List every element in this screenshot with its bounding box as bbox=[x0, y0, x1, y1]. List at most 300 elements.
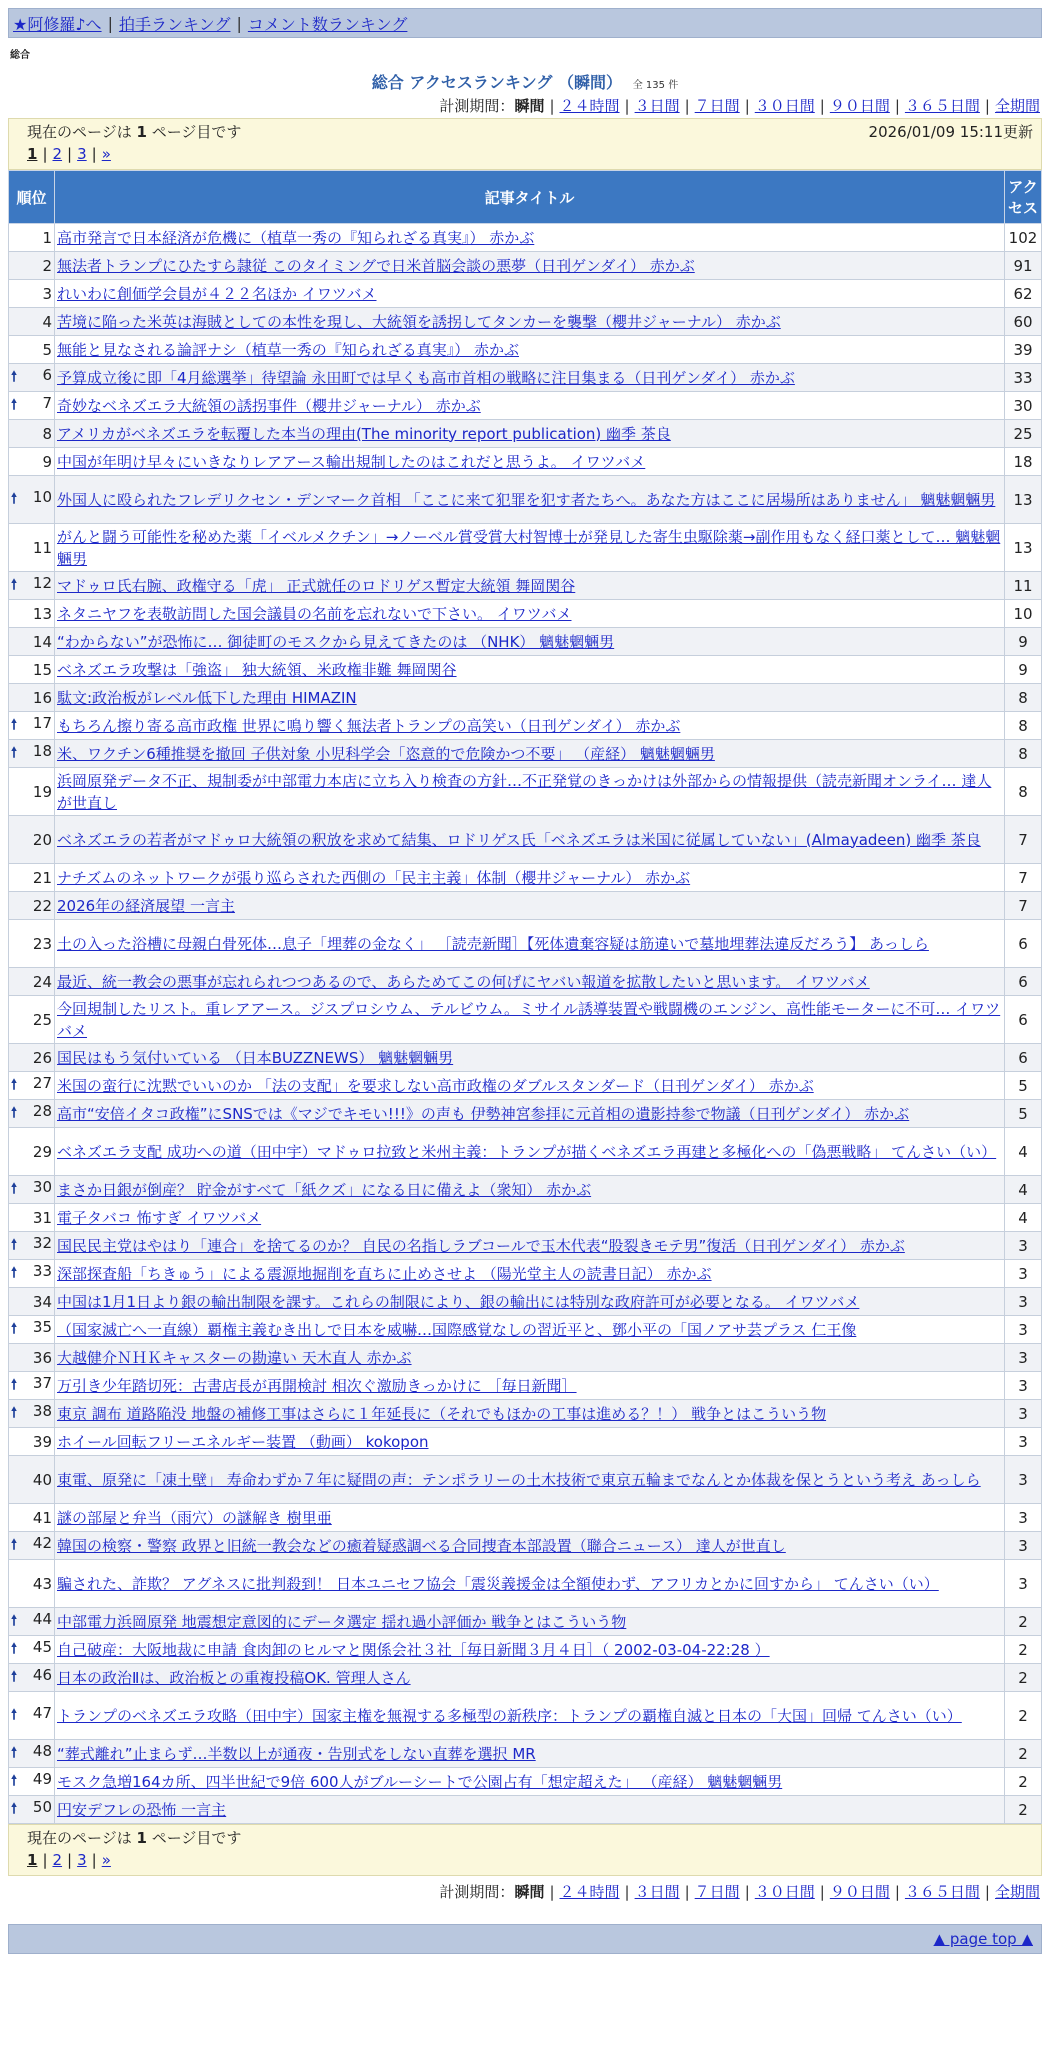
period-selector-top bbox=[8, 94, 1042, 118]
rank-cell bbox=[9, 1044, 55, 1072]
article-link[interactable]: 今回規制したリスト。重レアアース。ジスプロシウム、テルビウム。ミサイル誘導装置や戦闘機のエンジン、高性能モーターに不可… イワツバメ bbox=[57, 999, 1001, 1040]
rank-number: 44 bbox=[32, 1609, 52, 1628]
rank-number: 15 bbox=[32, 660, 52, 679]
access-count: 18 bbox=[1005, 448, 1042, 476]
access-count: 3 bbox=[1005, 1532, 1042, 1560]
page-top-link[interactable]: ▲ page top ▲ bbox=[933, 1930, 1033, 1948]
title-header: 記事タイトル bbox=[55, 171, 1005, 224]
period-separator: | bbox=[744, 97, 750, 115]
comment-ranking-link[interactable]: コメント数ランキング bbox=[247, 14, 408, 34]
article-link[interactable]: 自己破産：大阪地裁に申請 食肉卸のヒルマと関係会社３社［毎日新聞３月４日］（ 2002-03-04-22:28 ） bbox=[57, 1640, 770, 1659]
access-count: 2 bbox=[1005, 1664, 1042, 1692]
article-link[interactable]: 大越健介ＮＨＫキャスターの勘違い 天木直人 赤かぶ bbox=[57, 1348, 412, 1367]
title-cell bbox=[55, 968, 1005, 996]
rank-cell bbox=[9, 920, 55, 968]
rank-number: 2 bbox=[42, 256, 52, 275]
page-separator: | bbox=[67, 1851, 73, 1869]
title-cell bbox=[55, 1128, 1005, 1176]
title-cell bbox=[55, 1288, 1005, 1316]
title-cell bbox=[55, 1100, 1005, 1128]
title-cell bbox=[55, 768, 1005, 816]
period-option[interactable]: ３６５日間 bbox=[904, 1883, 980, 1901]
page-separator: | bbox=[42, 1851, 48, 1869]
title-cell bbox=[55, 1204, 1005, 1232]
access-count: 3 bbox=[1005, 1260, 1042, 1288]
table-row bbox=[9, 1400, 1042, 1428]
access-count: 6 bbox=[1005, 968, 1042, 996]
article-link[interactable]: （国家滅亡へ一直線）覇権主義むき出しで日本を威嚇…国際感覚なしの習近平と、鄧小平の「国ノアサ芸プラス 仁王像 bbox=[57, 1320, 857, 1339]
rank-cell bbox=[9, 1232, 55, 1260]
period-option: 瞬間 bbox=[514, 1883, 545, 1901]
rank-up-arrow-icon: 🠕 bbox=[11, 1612, 18, 1629]
article-link[interactable]: アメリカがベネズエラを転覆した本当の理由(The minority report publication) 幽季 茶良 bbox=[57, 424, 671, 443]
access-count: 3 bbox=[1005, 1372, 1042, 1400]
rank-cell bbox=[9, 1204, 55, 1232]
title-cell bbox=[55, 392, 1005, 420]
rank-number: 37 bbox=[32, 1373, 52, 1392]
article-link[interactable]: 中部電力浜岡原発 地震想定意図的にデータ選定 揺れ過小評価か 戦争とはこういう物 bbox=[57, 1612, 627, 1631]
table-row bbox=[9, 628, 1042, 656]
access-count: 33 bbox=[1005, 364, 1042, 392]
rank-number: 3 bbox=[42, 284, 52, 303]
rank-cell bbox=[9, 1400, 55, 1428]
article-link[interactable]: 日本の政治Ⅱは、政治板との重複投稿OK. 管理人さん bbox=[57, 1668, 411, 1687]
period-option[interactable]: ３０日間 bbox=[754, 1883, 815, 1901]
rank-cell bbox=[9, 1608, 55, 1636]
rank-up-arrow-icon: 🠕 bbox=[11, 1076, 18, 1093]
article-link[interactable]: 円安デフレの恐怖 一言主 bbox=[57, 1800, 227, 1819]
rank-number: 25 bbox=[32, 1010, 52, 1029]
article-link[interactable]: ナチズムのネットワークが張り巡らされた西側の「民主主義」体制（櫻井ジャーナル） 赤かぶ bbox=[57, 868, 691, 887]
rank-up-arrow-icon: 🠕 bbox=[11, 1744, 18, 1761]
rank-number: 5 bbox=[42, 340, 52, 359]
rank-cell bbox=[9, 1504, 55, 1532]
article-link[interactable]: もちろん擦り寄る高市政権 世界に鳴り響く無法者トランプの高笑い（日刊ゲンダイ） 赤かぶ bbox=[57, 716, 681, 735]
article-link[interactable]: ベネズエラ攻撃は「強盗」 独大統領、米政権非難 舞岡関谷 bbox=[57, 660, 457, 679]
rank-cell bbox=[9, 1344, 55, 1372]
table-row bbox=[9, 1176, 1042, 1204]
period-selector-bottom bbox=[8, 1880, 1042, 1904]
title-cell bbox=[55, 1796, 1005, 1824]
rank-cell bbox=[9, 740, 55, 768]
rank-cell bbox=[9, 476, 55, 524]
period-separator: | bbox=[984, 1883, 990, 1901]
access-count: 7 bbox=[1005, 816, 1042, 864]
title-cell bbox=[55, 476, 1005, 524]
rank-number: 8 bbox=[42, 424, 52, 443]
access-count: 3 bbox=[1005, 1288, 1042, 1316]
rank-cell bbox=[9, 1532, 55, 1560]
title-cell bbox=[55, 364, 1005, 392]
access-count: 91 bbox=[1005, 252, 1042, 280]
period-option[interactable]: ３日間 bbox=[634, 97, 680, 115]
rank-cell bbox=[9, 600, 55, 628]
rank-cell bbox=[9, 1692, 55, 1740]
article-link[interactable]: 深部探査船「ちきゅう」による震源地掘削を直ちに止めさせよ （陽光堂主人の読書日記） 赤かぶ bbox=[57, 1264, 712, 1283]
clap-ranking-link[interactable]: 拍手ランキング bbox=[118, 14, 231, 34]
table-row bbox=[9, 392, 1042, 420]
article-link[interactable]: 米国の蛮行に沈黙でいいのか 「法の支配」を要求しない高市政権のダブルスタンダード（日刊ゲンダイ） 赤かぶ bbox=[57, 1076, 814, 1095]
rank-number: 29 bbox=[32, 1142, 52, 1161]
access-count: 5 bbox=[1005, 1072, 1042, 1100]
period-separator: | bbox=[819, 1883, 825, 1901]
ranking-title: 総合 アクセスランキング （瞬間） bbox=[371, 73, 622, 92]
period-separator: | bbox=[819, 97, 825, 115]
table-row bbox=[9, 252, 1042, 280]
title-cell bbox=[55, 572, 1005, 600]
rank-number: 32 bbox=[32, 1233, 52, 1252]
period-option[interactable]: ３６５日間 bbox=[904, 97, 980, 115]
title-cell bbox=[55, 280, 1005, 308]
rank-up-arrow-icon: 🠕 bbox=[11, 1800, 18, 1817]
title-cell bbox=[55, 1344, 1005, 1372]
rank-cell bbox=[9, 1176, 55, 1204]
access-count: 2 bbox=[1005, 1692, 1042, 1740]
title-cell bbox=[55, 712, 1005, 740]
page-separator: | bbox=[67, 145, 73, 163]
access-count: 3 bbox=[1005, 1560, 1042, 1608]
rank-cell bbox=[9, 628, 55, 656]
period-option[interactable]: ９０日間 bbox=[829, 1883, 890, 1901]
rank-cell bbox=[9, 1260, 55, 1288]
title-cell bbox=[55, 864, 1005, 892]
article-link[interactable]: ネタニヤフを表敬訪問した国会議員の名前を忘れないで下さい。 イワツバメ bbox=[57, 604, 572, 623]
rank-up-arrow-icon: 🠕 bbox=[11, 490, 18, 507]
rank-number: 18 bbox=[32, 741, 52, 760]
title-cell bbox=[55, 920, 1005, 968]
title-cell bbox=[55, 1768, 1005, 1796]
access-count: 8 bbox=[1005, 740, 1042, 768]
title-cell bbox=[55, 1560, 1005, 1608]
article-link[interactable]: 奇妙なベネズエラ大統領の誘拐事件（櫻井ジャーナル） 赤かぶ bbox=[57, 396, 481, 415]
table-row bbox=[9, 968, 1042, 996]
table-row bbox=[9, 1044, 1042, 1072]
count-header: アクセス bbox=[1005, 171, 1042, 224]
rank-cell bbox=[9, 996, 55, 1044]
title-cell bbox=[55, 1428, 1005, 1456]
rank-number: 46 bbox=[32, 1665, 52, 1684]
article-link[interactable]: 電子タバコ 怖すぎ イワツバメ bbox=[57, 1208, 262, 1227]
home-link[interactable]: ★阿修羅♪へ bbox=[13, 14, 102, 34]
title-cell bbox=[55, 740, 1005, 768]
rank-number: 22 bbox=[32, 896, 52, 915]
period-option[interactable]: ７日間 bbox=[694, 1883, 740, 1901]
rank-number: 40 bbox=[32, 1470, 52, 1489]
title-cell bbox=[55, 892, 1005, 920]
title-cell bbox=[55, 816, 1005, 864]
rank-up-arrow-icon: 🠕 bbox=[11, 1104, 18, 1121]
period-option[interactable]: ３０日間 bbox=[754, 97, 815, 115]
article-link[interactable]: がんと闘う可能性を秘めた薬「イベルメクチン」→ノーベル賞受賞大村智博士が発見した寄生虫駆除薬→副作用もなく経口薬として… 魑魅魍魎男 bbox=[57, 527, 1001, 568]
title-cell bbox=[55, 1608, 1005, 1636]
table-row bbox=[9, 1372, 1042, 1400]
table-row bbox=[9, 1692, 1042, 1740]
rank-number: 6 bbox=[42, 365, 52, 384]
rank-number: 31 bbox=[32, 1208, 52, 1227]
rank-cell bbox=[9, 524, 55, 572]
table-row bbox=[9, 1072, 1042, 1100]
table-row bbox=[9, 420, 1042, 448]
rank-cell bbox=[9, 224, 55, 252]
pager-bottom bbox=[8, 1824, 1042, 1876]
table-row bbox=[9, 1768, 1042, 1796]
access-count: 2 bbox=[1005, 1796, 1042, 1824]
article-link[interactable]: 無法者トランプにひたすら隷従 このタイミングで日米首脳会談の悪夢（日刊ゲンダイ） 赤かぶ bbox=[57, 256, 695, 275]
article-link[interactable]: 国民はもう気付いている （日本BUZZNEWS） 魑魅魍魎男 bbox=[57, 1048, 454, 1067]
rank-number: 14 bbox=[32, 632, 52, 651]
article-link[interactable]: 米、ワクチン6種推奨を撤回 子供対象 小児科学会「恣意的で危険かつ不要」 （産経） 魑魅魍魎男 bbox=[57, 744, 715, 763]
article-link[interactable]: “わからない”が恐怖に… 御徒町のモスクから見えてきたのは （NHK） 魑魅魍魎男 bbox=[57, 632, 615, 651]
title-cell bbox=[55, 1456, 1005, 1504]
rank-number: 39 bbox=[32, 1432, 52, 1451]
page-link[interactable]: 2 bbox=[52, 1851, 63, 1869]
article-link[interactable]: 2026年の経済展望 一言主 bbox=[57, 896, 235, 915]
access-count: 2 bbox=[1005, 1768, 1042, 1796]
title-cell bbox=[55, 420, 1005, 448]
period-separator: | bbox=[744, 1883, 750, 1901]
table-row bbox=[9, 1288, 1042, 1316]
table-row bbox=[9, 1560, 1042, 1608]
article-link[interactable]: 高市“安倍イタコ政権”にSNSでは《マジでキモい!!!》の声も 伊勢神宮参拝に元首相の遺影持参で物議（日刊ゲンダイ） 赤かぶ bbox=[57, 1104, 910, 1123]
next-page-link[interactable]: » bbox=[101, 145, 111, 163]
access-count: 25 bbox=[1005, 420, 1042, 448]
period-separator: | bbox=[684, 1883, 690, 1901]
article-link[interactable]: 高市発言で日本経済が危機に（植草一秀の『知られざる真実』） 赤かぶ bbox=[57, 228, 535, 247]
table-row bbox=[9, 768, 1042, 816]
rank-number: 28 bbox=[32, 1101, 52, 1120]
title-cell bbox=[55, 1316, 1005, 1344]
rank-number: 50 bbox=[32, 1797, 52, 1816]
article-link[interactable]: 韓国の検察・警察 政界と旧統一教会などの癒着疑惑調べる合同捜査本部設置（聯合ニュース） 達人が世直し bbox=[57, 1536, 786, 1555]
next-page-link[interactable]: » bbox=[101, 1851, 111, 1869]
rank-up-arrow-icon: 🠕 bbox=[11, 1772, 18, 1789]
period-option[interactable]: ７日間 bbox=[694, 97, 740, 115]
title-cell bbox=[55, 1232, 1005, 1260]
page-links bbox=[9, 1849, 1041, 1871]
access-count: 13 bbox=[1005, 476, 1042, 524]
period-option[interactable]: 全期間 bbox=[994, 97, 1040, 115]
nav-separator: | bbox=[107, 13, 113, 33]
table-row bbox=[9, 920, 1042, 968]
access-count: 3 bbox=[1005, 1428, 1042, 1456]
table-row bbox=[9, 1428, 1042, 1456]
rank-number: 16 bbox=[32, 688, 52, 707]
table-row bbox=[9, 448, 1042, 476]
page-link[interactable]: 2 bbox=[52, 145, 63, 163]
article-link[interactable]: 騙された、詐欺？ アグネスに批判殺到！ 日本ユニセフ協会「震災義援金は全額使わず、アフリカとかに回すから」 てんさい（い） bbox=[57, 1574, 939, 1593]
article-link[interactable]: まさか日銀が倒産？ 貯金がすべて「紙クズ」になる日に備えよ（衆知） 赤かぶ bbox=[57, 1180, 592, 1199]
title-cell bbox=[55, 524, 1005, 572]
title-cell bbox=[55, 224, 1005, 252]
period-separator: | bbox=[624, 1883, 630, 1901]
table-row bbox=[9, 1740, 1042, 1768]
access-count: 30 bbox=[1005, 392, 1042, 420]
title-cell bbox=[55, 1664, 1005, 1692]
page-separator: | bbox=[91, 1851, 97, 1869]
article-link[interactable]: 駄文:政治板がレベル低下した理由 HIMAZIN bbox=[57, 688, 357, 707]
title-cell bbox=[55, 1636, 1005, 1664]
table-row bbox=[9, 476, 1042, 524]
article-link[interactable]: 東京 調布 道路陥没 地盤の補修工事はさらに１年延長に（それでもほかの工事は進める？！） 戦争とはこういう物 bbox=[57, 1404, 827, 1423]
article-link[interactable]: ベネズエラの若者がマドゥロ大統領の釈放を求めて結集、ロドリゲス氏「ベネズエラは米国に従属していない」(Almayadeen) 幽季 茶良 bbox=[57, 830, 981, 849]
article-link[interactable]: 謎の部屋と弁当（雨穴）の謎解き 樹里亜 bbox=[57, 1508, 332, 1527]
access-count: 39 bbox=[1005, 336, 1042, 364]
period-separator: | bbox=[624, 97, 630, 115]
article-link[interactable]: 万引き少年踏切死：古書店長が再開検討 相次ぐ激励きっかけに ［毎日新聞］ bbox=[57, 1376, 577, 1395]
access-count: 6 bbox=[1005, 1044, 1042, 1072]
rank-number: 38 bbox=[32, 1401, 52, 1420]
rank-number: 42 bbox=[32, 1533, 52, 1552]
article-link[interactable]: 予算成立後に即「4月総選挙」待望論 永田町では早くも高市首相の戦略に注目集まる（日刊ゲンダイ） 赤かぶ bbox=[57, 368, 795, 387]
rank-cell bbox=[9, 1372, 55, 1400]
article-link[interactable]: 国民民主党はやはり「連合」を捨てるのか？ 自民の名指しラブコールで玉木代表“股裂きモテ男”復活（日刊ゲンダイ） 赤かぶ bbox=[57, 1236, 905, 1255]
title-cell bbox=[55, 628, 1005, 656]
rank-cell bbox=[9, 252, 55, 280]
rank-cell bbox=[9, 1072, 55, 1100]
article-link[interactable]: 無能と見なされる論評ナシ（植草一秀の『知られざる真実』） 赤かぶ bbox=[57, 340, 519, 359]
article-link[interactable]: 最近、統一教会の悪事が忘れられつつあるので、あらためてこの何げにヤバい報道を拡散したいと思います。 イワツバメ bbox=[57, 972, 870, 991]
title-cell bbox=[55, 1400, 1005, 1428]
table-row bbox=[9, 1532, 1042, 1560]
rank-number: 1 bbox=[42, 228, 52, 247]
article-link[interactable]: 中国は1月1日より銀の輸出制限を課す。これらの制限により、銀の輸出には特別な政府許可が必要となる。 イワツバメ bbox=[57, 1292, 860, 1311]
rank-number: 35 bbox=[32, 1317, 52, 1336]
page-link[interactable]: 3 bbox=[77, 145, 87, 163]
rank-number: 33 bbox=[32, 1261, 52, 1280]
rank-cell bbox=[9, 892, 55, 920]
period-label: 計測期間： bbox=[439, 97, 515, 115]
table-row bbox=[9, 1664, 1042, 1692]
rank-up-arrow-icon: 🠕 bbox=[11, 1706, 18, 1723]
article-link[interactable]: マドゥロ氏右腕、政権守る「虎」 正式就任のロドリゲス暫定大統領 舞岡関谷 bbox=[57, 576, 576, 595]
rank-number: 20 bbox=[32, 830, 52, 849]
table-row bbox=[9, 1128, 1042, 1176]
table-row bbox=[9, 1796, 1042, 1824]
ranking-count: 全 135 件 bbox=[632, 80, 679, 91]
rank-header: 順位 bbox=[9, 171, 55, 224]
article-link[interactable]: ホイール回転フリーエネルギー装置 （動画） kokopon bbox=[57, 1432, 429, 1451]
article-link[interactable]: “葬式離れ”止まらず…半数以上が通夜・告別式をしない直葬を選択 MR bbox=[57, 1744, 536, 1763]
page-separator: | bbox=[42, 145, 48, 163]
rank-up-arrow-icon: 🠕 bbox=[11, 1320, 18, 1337]
article-link[interactable]: 土の入った浴槽に母親白骨死体…息子「埋葬の金なく」 ［読売新聞］【死体遺棄容疑は筋違いで墓地埋葬法違反だろう】 あっしら bbox=[57, 934, 929, 953]
article-link[interactable]: 中国が年明け早々にいきなりレアアース輸出規制したのはこれだと思うよ。 イワツバメ bbox=[57, 452, 646, 471]
period-option[interactable]: ９０日間 bbox=[829, 97, 890, 115]
period-option[interactable]: ２４時間 bbox=[559, 97, 620, 115]
page-separator: | bbox=[91, 145, 97, 163]
footer-bar bbox=[8, 1924, 1042, 1954]
article-link[interactable]: モスク急増164カ所、四半世紀で9倍 600人がブルーシートで公園占有「想定超えた」 （産経） 魑魅魍魎男 bbox=[57, 1772, 783, 1791]
title-cell bbox=[55, 336, 1005, 364]
rank-cell bbox=[9, 712, 55, 740]
ranking-table bbox=[8, 170, 1042, 1824]
table-row bbox=[9, 684, 1042, 712]
access-count: 11 bbox=[1005, 572, 1042, 600]
table-row bbox=[9, 816, 1042, 864]
access-count: 7 bbox=[1005, 892, 1042, 920]
table-row bbox=[9, 864, 1042, 892]
access-count: 3 bbox=[1005, 1316, 1042, 1344]
article-link[interactable]: ベネズエラ支配 成功への道（田中宇）マドゥロ拉致と米州主義：トランプが描くベネズエラ再建と多極化への「偽悪戦略」 てんさい（い） bbox=[57, 1142, 997, 1161]
table-row bbox=[9, 364, 1042, 392]
title-cell bbox=[55, 1504, 1005, 1532]
table-row bbox=[9, 996, 1042, 1044]
access-count: 5 bbox=[1005, 1100, 1042, 1128]
rank-cell bbox=[9, 1768, 55, 1796]
rank-up-arrow-icon: 🠕 bbox=[11, 1264, 18, 1281]
rank-number: 41 bbox=[32, 1508, 52, 1527]
title-cell bbox=[55, 1044, 1005, 1072]
rank-cell bbox=[9, 1288, 55, 1316]
rank-number: 45 bbox=[32, 1637, 52, 1656]
rank-cell bbox=[9, 1560, 55, 1608]
table-row bbox=[9, 1204, 1042, 1232]
rank-cell bbox=[9, 364, 55, 392]
period-option[interactable]: ３日間 bbox=[634, 1883, 680, 1901]
page-link: 1 bbox=[27, 145, 38, 163]
rank-number: 24 bbox=[32, 972, 52, 991]
rank-number: 48 bbox=[32, 1741, 52, 1760]
period-label: 計測期間： bbox=[439, 1883, 515, 1901]
access-count: 3 bbox=[1005, 1504, 1042, 1532]
rank-cell bbox=[9, 816, 55, 864]
article-link[interactable]: 東電、原発に「凍土壁」 寿命わずか７年に疑問の声：テンポラリーの土木技術で東京五輪までなんとか体裁を保とうという考え あっしら bbox=[57, 1470, 981, 1489]
period-option[interactable]: 全期間 bbox=[994, 1883, 1040, 1901]
article-link[interactable]: 外国人に殴られたフレデリクセン・デンマーク首相 「ここに来て犯罪を犯す者たちへ。あなた方はここに居場所はありません」 魑魅魍魎男 bbox=[57, 490, 996, 509]
nav-separator: | bbox=[236, 13, 242, 33]
table-row bbox=[9, 524, 1042, 572]
rank-number: 7 bbox=[42, 393, 52, 412]
table-row bbox=[9, 1456, 1042, 1504]
rank-up-arrow-icon: 🠕 bbox=[11, 368, 18, 385]
rank-number: 9 bbox=[42, 452, 52, 471]
rank-up-arrow-icon: 🠕 bbox=[11, 744, 18, 761]
title-cell bbox=[55, 252, 1005, 280]
table-row bbox=[9, 280, 1042, 308]
rank-number: 30 bbox=[32, 1177, 52, 1196]
page-link: 1 bbox=[27, 1851, 38, 1869]
rank-cell bbox=[9, 864, 55, 892]
title-cell bbox=[55, 1740, 1005, 1768]
rank-number: 49 bbox=[32, 1769, 52, 1788]
article-link[interactable]: 苦境に陥った米英は海賊としての本性を現し、大統領を誘拐してタンカーを襲撃（櫻井ジャーナル） 赤かぶ bbox=[57, 312, 781, 331]
title-cell bbox=[55, 1260, 1005, 1288]
access-count: 4 bbox=[1005, 1128, 1042, 1176]
rank-number: 21 bbox=[32, 868, 52, 887]
rank-cell bbox=[9, 1664, 55, 1692]
rank-up-arrow-icon: 🠕 bbox=[11, 1236, 18, 1253]
table-row bbox=[9, 1232, 1042, 1260]
rank-cell bbox=[9, 1316, 55, 1344]
article-link[interactable]: トランプのベネズエラ攻略（田中宇）国家主権を無視する多極型の新秩序：トランプの覇権自滅と日本の「大国」回帰 てんさい（い） bbox=[57, 1706, 962, 1725]
section-tag: 総合 bbox=[10, 50, 30, 61]
rank-number: 23 bbox=[32, 934, 52, 953]
rank-cell bbox=[9, 768, 55, 816]
table-row bbox=[9, 1608, 1042, 1636]
access-count: 3 bbox=[1005, 1456, 1042, 1504]
access-count: 60 bbox=[1005, 308, 1042, 336]
rank-cell bbox=[9, 1128, 55, 1176]
rank-number: 10 bbox=[32, 487, 52, 506]
article-link[interactable]: れいわに創価学会員が４２２名ほか イワツバメ bbox=[57, 284, 377, 303]
table-row bbox=[9, 572, 1042, 600]
period-option[interactable]: ２４時間 bbox=[559, 1883, 620, 1901]
rank-up-arrow-icon: 🠕 bbox=[11, 1668, 18, 1685]
article-link[interactable]: 浜岡原発データ不正、規制委が中部電力本店に立ち入り検査の方針…不正発覚のきっかけは外部からの情報提供（読売新聞オンライ… 達人が世直し bbox=[57, 771, 992, 812]
page-link[interactable]: 3 bbox=[77, 1851, 87, 1869]
title-cell bbox=[55, 996, 1005, 1044]
title-cell bbox=[55, 1176, 1005, 1204]
